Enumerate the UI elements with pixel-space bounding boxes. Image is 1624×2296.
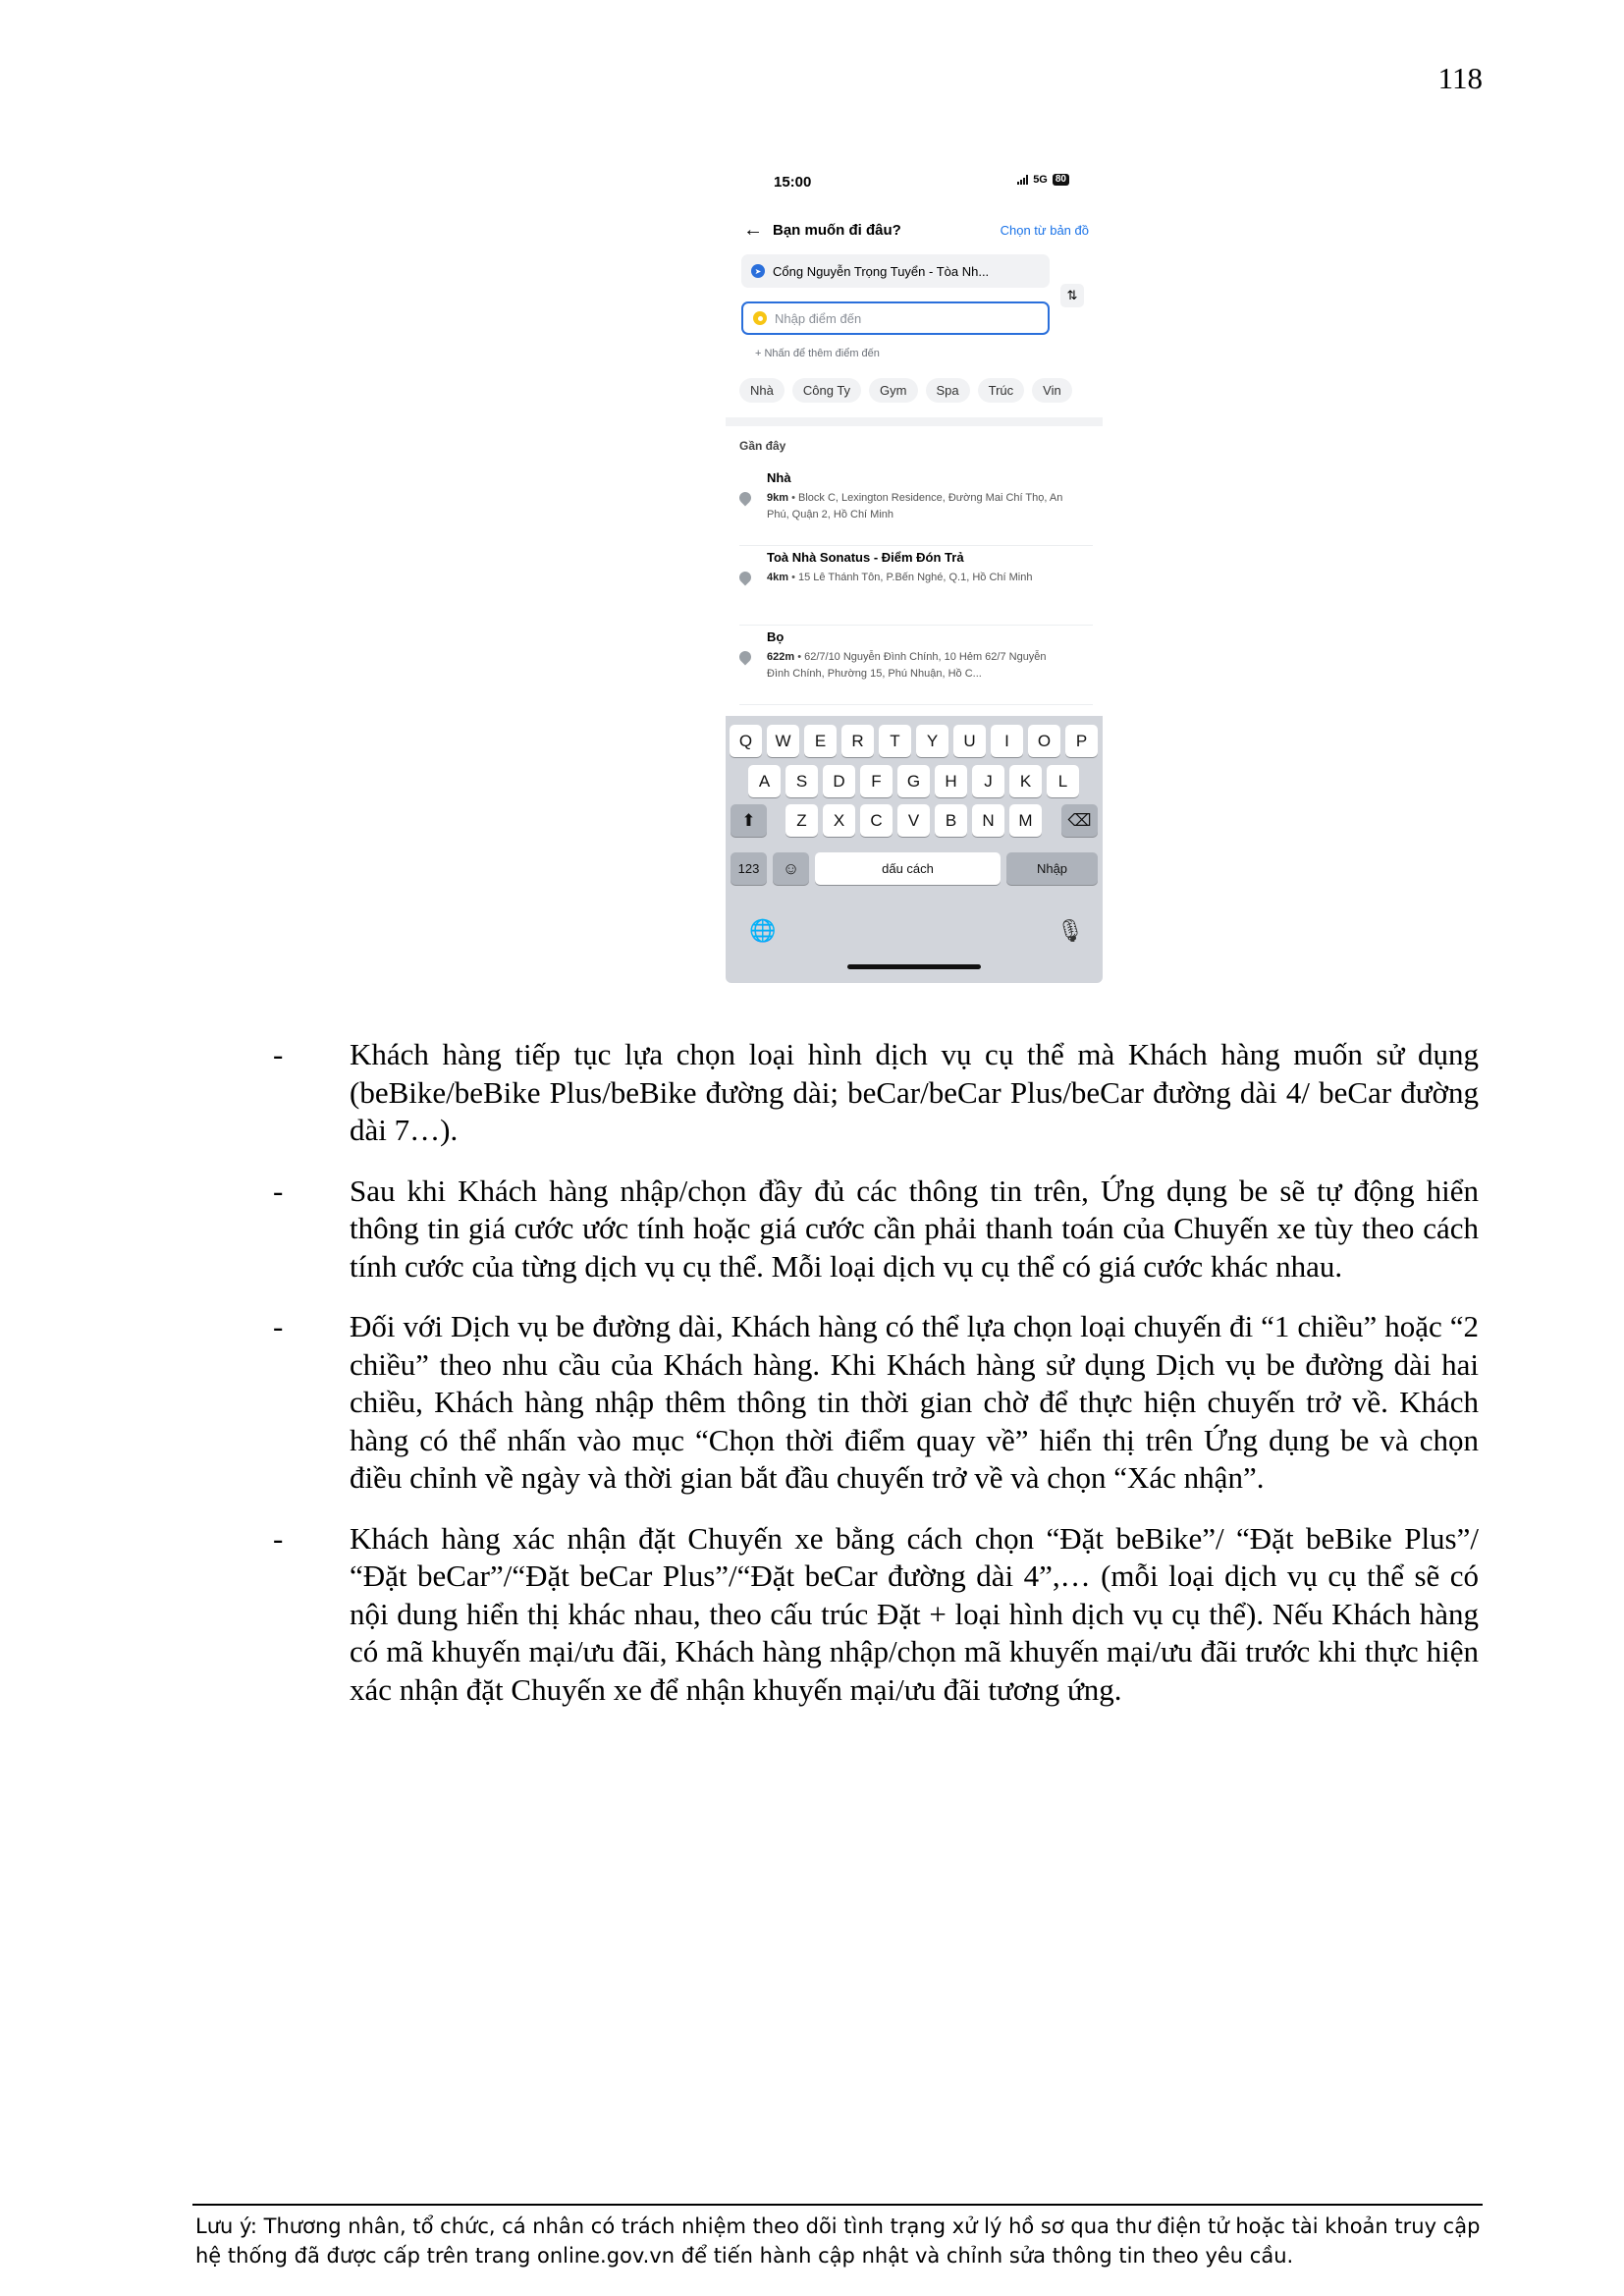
footer-note: Lưu ý: Thương nhân, tổ chức, cá nhân có trách nhiệm theo dõi tình trạng xử lý hồ sơ qua thư điện tử hoặc tài khoản truy cập hệ thống đã được cấp trên trang online.gov.vn để tiến hành cập nhật và chỉnh sửa thông tin theo yêu cầu. [195, 2214, 1481, 2268]
space-key[interactable]: dấu cách [815, 852, 1001, 885]
list-item [273, 1173, 1479, 1286]
recent-list [726, 466, 1103, 705]
home-indicator [847, 964, 981, 969]
chip-truc[interactable]: Trúc [978, 378, 1025, 403]
status-bar [726, 174, 1103, 197]
shift-key[interactable]: ⬆ [731, 804, 767, 837]
keyboard [726, 716, 1103, 983]
key-y[interactable]: Y [916, 725, 948, 757]
list-item[interactable] [739, 546, 1093, 626]
page-title: Bạn muốn đi đâu? [773, 222, 901, 239]
choose-from-map-link[interactable]: Chọn từ bản đồ [1000, 223, 1089, 238]
map-pin-icon [737, 570, 754, 586]
origin-value: Cổng Nguyễn Trọng Tuyển - Tòa Nh... [773, 263, 990, 279]
section-divider [726, 417, 1103, 426]
status-indicators [1017, 174, 1069, 186]
bullet-text: Khách hàng xác nhận đặt Chuyến xe bằng cách chọn “Đặt beBike”/ “Đặt beBike Plus”/ “Đặt beCar”/“Đặt beCar Plus”/“Đặt beCar đường dài 4”,… (mỗi loại dịch vụ cụ thể sẽ có nội dung hiển thị khác nhau, theo cấu trúc Đặt + loại hình dịch vụ cụ thể). Nếu Khách hàng có mã khuyến mại/ưu đãi, Khách hàng nhập/chọn mã khuyến mại/ưu đãi trước khi thực hiện xác nhận đặt Chuyến xe để nhận khuyến mại/ưu đãi tương ứng. [350, 1520, 1479, 1707]
key-e[interactable]: E [804, 725, 837, 757]
bullet-text: Khách hàng tiếp tục lựa chọn loại hình dịch vụ cụ thể mà Khách hàng muốn sử dụng (beBike/beBike Plus/beBike đường dài; beCar/beCar Plus/beCar đường dài 4/ beCar đường dài 7…). [350, 1037, 1479, 1147]
chip-company[interactable]: Công Ty [792, 378, 861, 403]
enter-key[interactable]: Nhập [1006, 852, 1098, 885]
key-d[interactable]: D [823, 765, 855, 797]
key-m[interactable]: M [1009, 804, 1042, 837]
recent-address: 4km • 15 Lê Thánh Tôn, P.Bến Nghé, Q.1, Hồ Chí Minh [767, 572, 1033, 583]
destination-placeholder: Nhập điểm đến [775, 310, 862, 326]
list-item [273, 1520, 1479, 1710]
key-c[interactable]: C [860, 804, 893, 837]
recent-name: Nhà [767, 470, 791, 485]
key-h[interactable]: H [935, 765, 967, 797]
recent-address: 622m • 62/7/10 Nguyễn Đình Chính, 10 Hẻm 62/7 Nguyễn Đình Chính, Phường 15, Phú Nhuận, Hồ C... [767, 651, 1047, 680]
bullet-marker: - [273, 1037, 284, 1071]
key-j[interactable]: J [972, 765, 1004, 797]
numbers-key[interactable]: 123 [731, 852, 767, 885]
key-r[interactable]: R [841, 725, 874, 757]
add-stop-button[interactable]: + Nhấn để thêm điểm đến [755, 348, 880, 359]
key-l[interactable]: L [1047, 765, 1079, 797]
battery-icon: 80 [1053, 174, 1069, 186]
key-i[interactable]: I [991, 725, 1023, 757]
emoji-key[interactable]: ☺ [773, 852, 809, 885]
key-p[interactable]: P [1065, 725, 1098, 757]
destination-input[interactable] [741, 301, 1050, 335]
microphone-icon[interactable]: 🎙 [1056, 918, 1084, 943]
key-o[interactable]: O [1028, 725, 1060, 757]
chip-vin[interactable]: Vin [1032, 378, 1072, 403]
globe-icon[interactable]: 🌐 [749, 918, 777, 943]
search-header [743, 221, 1089, 243]
backspace-key[interactable]: ⌫ [1061, 804, 1098, 837]
list-item [273, 1036, 1479, 1150]
key-u[interactable]: U [953, 725, 986, 757]
key-f[interactable]: F [860, 765, 893, 797]
bullet-text: Đối với Dịch vụ be đường dài, Khách hàng có thể lựa chọn loại chuyến đi “1 chiều” hoặc “2 chiều” theo nhu cầu của Khách hàng. Khi Khách hàng sử dụng Dịch vụ be đường dài hai chiều, Khách hàng nhập thêm thông tin thời gian chờ để thực hiện chuyến trở về. Khách hàng có thể nhấn vào mục “Chọn thời điểm quay về” hiển thị trên Ứng dụng be và chọn điều chỉnh về ngày và thời gian bắt đầu chuyến trở về và chọn “Xác nhận”. [350, 1309, 1479, 1495]
key-a[interactable]: A [748, 765, 781, 797]
key-s[interactable]: S [785, 765, 818, 797]
bullet-marker: - [273, 1520, 284, 1556]
key-x[interactable]: X [823, 804, 855, 837]
chip-spa[interactable]: Spa [926, 378, 970, 403]
key-g[interactable]: G [897, 765, 930, 797]
key-b[interactable]: B [935, 804, 967, 837]
key-n[interactable]: N [972, 804, 1004, 837]
bullet-text: Sau khi Khách hàng nhập/chọn đầy đủ các thông tin trên, Ứng dụng be sẽ tự động hiển thông tin giá cước ước tính hoặc giá cước cần phải thanh toán của Chuyến xe tùy theo cách tính cước của từng dịch vụ cụ thể. Mỗi loại dịch vụ cụ thể có giá cước khác nhau. [350, 1173, 1479, 1284]
recent-name: Toà Nhà Sonatus - Điểm Đón Trả [767, 550, 964, 565]
network-label: 5G [1033, 174, 1048, 186]
origin-field[interactable] [741, 254, 1050, 288]
recent-name: Bọ [767, 629, 785, 644]
map-pin-icon [737, 490, 754, 507]
page-number: 118 [1437, 61, 1483, 95]
footer-divider [192, 2204, 1483, 2206]
arrow-left-icon[interactable]: ← [743, 219, 763, 241]
list-item[interactable] [739, 466, 1093, 546]
bullet-marker: - [273, 1173, 284, 1208]
phone-screenshot [726, 160, 1103, 983]
recent-address: 9km • Block C, Lexington Residence, Đường Mai Chí Thọ, An Phú, Quận 2, Hồ Chí Minh [767, 492, 1063, 520]
key-v[interactable]: V [897, 804, 930, 837]
key-t[interactable]: T [879, 725, 911, 757]
signal-icon [1017, 175, 1028, 185]
saved-places-chips [739, 378, 1072, 403]
instruction-list [273, 1036, 1479, 1731]
swap-icon[interactable]: ⇅ [1060, 284, 1084, 307]
destination-pin-icon [753, 311, 767, 325]
list-item [273, 1308, 1479, 1498]
bullet-marker: - [273, 1309, 284, 1343]
chip-home[interactable]: Nhà [739, 378, 785, 403]
chip-gym[interactable]: Gym [869, 378, 917, 403]
location-arrow-icon: ➤ [751, 264, 765, 278]
key-q[interactable]: Q [730, 725, 762, 757]
status-time: 15:00 [774, 174, 812, 191]
recent-title: Gần đây [739, 439, 786, 453]
key-z[interactable]: Z [785, 804, 818, 837]
key-k[interactable]: K [1009, 765, 1042, 797]
list-item[interactable] [739, 626, 1093, 705]
key-w[interactable]: W [767, 725, 799, 757]
map-pin-icon [737, 649, 754, 666]
